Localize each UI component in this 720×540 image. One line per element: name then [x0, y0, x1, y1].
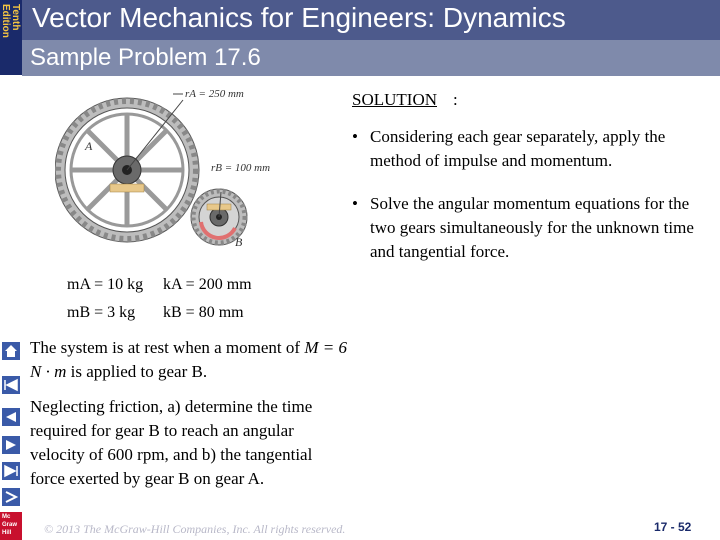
bullet-text: Considering each gear separately, apply the method of impulse and momentum. [370, 127, 666, 170]
problem-paragraph-1 [30, 336, 350, 384]
edition-label [1, 2, 21, 72]
header-bar [22, 0, 720, 40]
last-slide-icon[interactable] [2, 462, 20, 480]
gyration-b: kB = 80 mm [163, 304, 244, 321]
exit-icon[interactable] [2, 488, 20, 506]
slide-title: Sample Problem 17.6 [30, 44, 261, 71]
logo-line-3: Hill [2, 530, 12, 536]
problem-paragraph-2: Neglecting friction, a) determine the time required for gear B to reach an angular velocity of 600 rpm, and b) the tangential force exerted by gear B on gear A. [30, 397, 313, 488]
solution-bullet-1 [352, 125, 702, 173]
logo-line-2: Graw [2, 522, 18, 528]
solution-heading: SOLUTION [352, 90, 437, 109]
next-slide-icon[interactable] [2, 436, 20, 454]
mcgraw-hill-logo [0, 512, 22, 540]
first-slide-icon[interactable] [2, 376, 20, 394]
bullet-dot: • [352, 194, 358, 213]
subheader-bar [22, 40, 720, 76]
bullet-text: Solve the angular momentum equations for the two gears simultaneously for the unknown time and tangential force. [370, 194, 694, 261]
solution-bullet-2 [352, 192, 702, 264]
home-icon[interactable] [2, 342, 20, 360]
gear-diagram [55, 80, 345, 330]
left-sidebar [0, 0, 22, 540]
page-title: Vector Mechanics for Engineers: Dynamics [32, 2, 566, 33]
edition-line1: Tenth [10, 4, 21, 31]
gear-a-label: A [85, 139, 93, 153]
gear-b-label: B [235, 235, 243, 249]
gyration-a: kA = 200 mm [163, 276, 252, 293]
moment-expression: M = 6 N · m [30, 338, 347, 381]
problem-text-end: is applied to gear B. [70, 362, 208, 381]
mass-a: mA = 10 kg [67, 276, 144, 293]
copyright-notice: © 2013 The McGraw-Hill Companies, Inc. All rights reserved. [44, 522, 346, 536]
previous-slide-icon[interactable] [2, 408, 20, 426]
rb-label: rB = 100 mm [211, 162, 271, 174]
bullet-dot: • [352, 127, 358, 146]
page-number: 17 - 52 [654, 520, 692, 534]
solution-colon: : [453, 90, 458, 109]
mass-b: mB = 3 kg [67, 304, 136, 321]
logo-line-1: Mc [2, 514, 11, 520]
edition-band [0, 0, 22, 75]
ra-label: rA = 250 mm [185, 88, 244, 100]
edition-line2: Edition [0, 4, 11, 38]
problem-text-start: The system is at rest when a moment of [30, 338, 301, 357]
